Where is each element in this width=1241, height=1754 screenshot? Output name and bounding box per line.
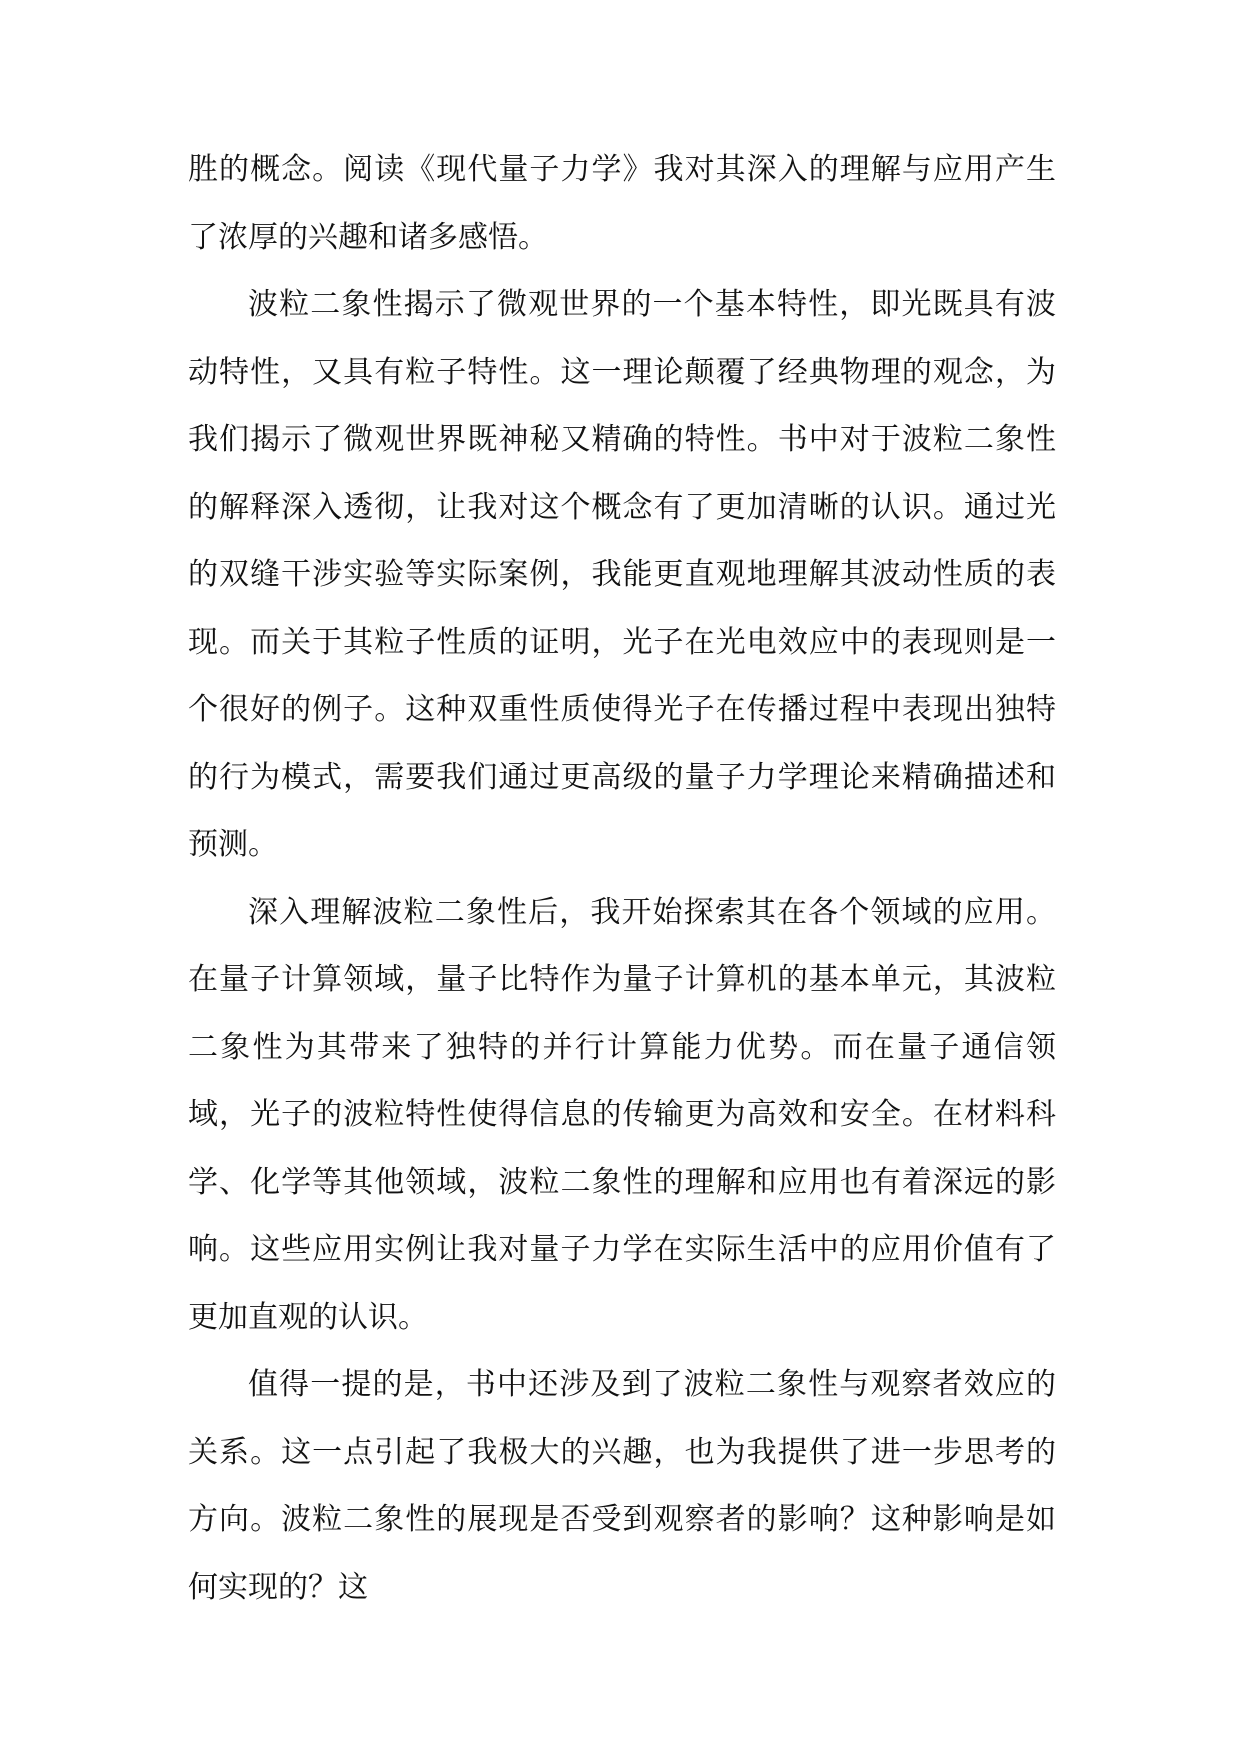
paragraph-1: 胜的概念。阅读《现代量子力学》我对其深入的理解与应用产生了浓厚的兴趣和诸多感悟。 [188, 152, 1056, 255]
paragraph-3: 深入理解波粒二象性后，我开始探索其在各个领域的应用。在量子计算领域，量子比特作为量子计算机的基本单元，其波粒二象性为其带来了独特的并行计算能力优势。而在量子通信领域，光子的波粒特性使得信息的传输更为高效和安全。在材料科学、化学等其他领域，波粒二象性的理解和应用也有着深远的影响。这些应用实例让我对量子力学在实际生活中的应用价值有了更加直观的认识。 [188, 894, 1056, 1335]
paragraph-2: 波粒二象性揭示了微观世界的一个基本特性，即光既具有波动特性，又具有粒子特性。这一理论颠覆了经典物理的观念，为我们揭示了微观世界既神秘又精确的特性。书中对于波粒二象性的解释深入透彻，让我对这个概念有了更加清晰的认识。通过光的双缝干涉实验等实际案例，我能更直观地理解其波动性质的表现。而关于其粒子性质的证明，光子在光电效应中的表现则是一个很好的例子。这种双重性质使得光子在传播过程中表现出独特的行为模式，需要我们通过更高级的量子力学理论来精确描述和预测。 [188, 287, 1056, 862]
body-text [188, 136, 1056, 1621]
paragraph-4: 值得一提的是，书中还涉及到了波粒二象性与观察者效应的关系。这一点引起了我极大的兴趣，也为我提供了进一步思考的方向。波粒二象性的展现是否受到观察者的影响？这种影响是如何实现的？这 [188, 1367, 1056, 1605]
